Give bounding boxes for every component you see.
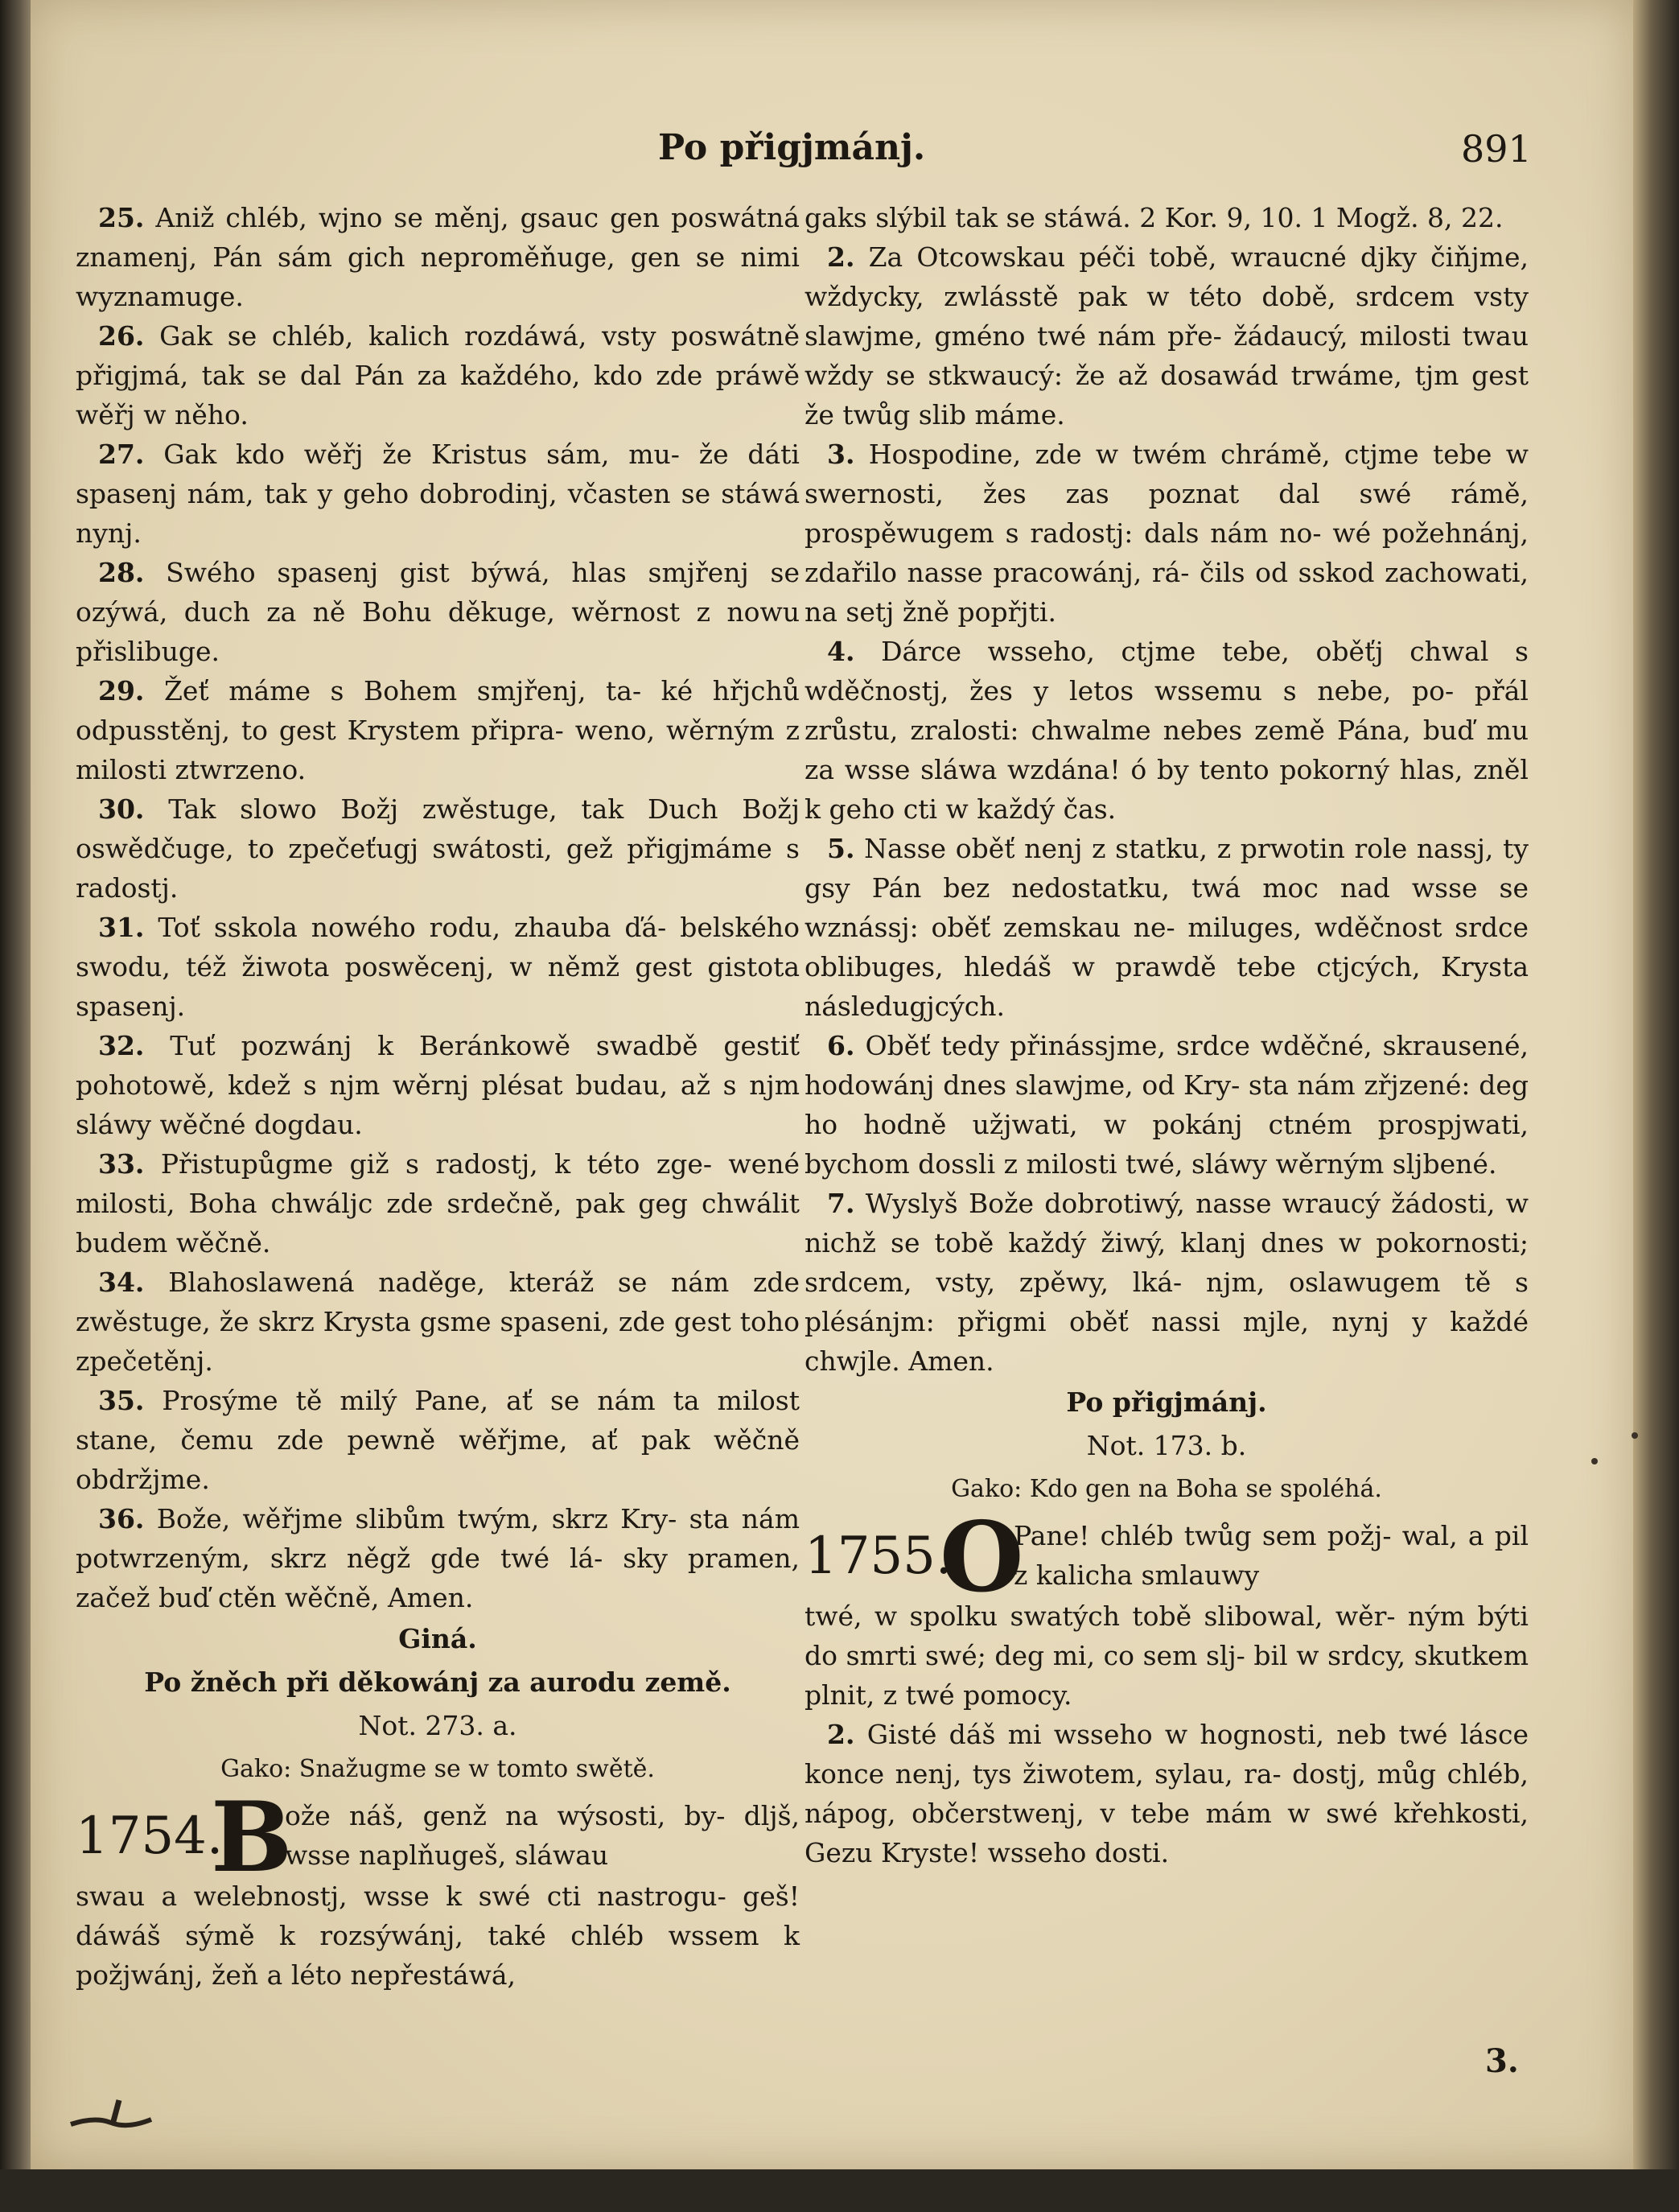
melody-reference: Not. 273. a.	[358, 1710, 517, 1741]
verse	[76, 435, 800, 553]
verse-number: 34.	[98, 1267, 145, 1298]
verse	[76, 1381, 800, 1499]
verse-text: Prosýme tě milý Pane, ať se nám ta milost stane, čemu zde pewně wěřjme, ať pak wěčně obdržjme.	[76, 1385, 800, 1495]
book-page	[31, 0, 1633, 2169]
verse-number: 33.	[98, 1148, 145, 1180]
hymn-1754	[76, 1781, 800, 1995]
verse	[805, 632, 1529, 829]
verse-text: Nasse oběť nenj z statku, z prwotin role nassj, ty gsy Pán bez nedostatku, twá moc nad wsse se wznássj: oběť zemskau ne- miluges, wděčnost srdce oblibuges, hledáš w prawdě tebe ctjcých, Krysta následugjcých.	[805, 833, 1529, 1022]
left-column	[76, 198, 800, 1995]
verse-number: 4.	[827, 636, 855, 667]
scan-left-edge	[0, 0, 31, 2212]
verse-number: 6.	[827, 1030, 855, 1061]
section-title: Po žněch při děkowánj za aurodu země.	[144, 1666, 731, 1698]
hymn-1755	[805, 1501, 1529, 1715]
verse-text: Dárce wsseho, ctjme tebe, oběťj chwal s wděčnostj, žes y letos wssemu s nebe, po- přál zrůstu, zralosti: chwalme nebes země Pána, buď mu za wsse sláwa wzdána! ó by tento pokorný hlas, zněl k geho cti w každý čas.	[805, 636, 1529, 825]
verse-number: 7.	[827, 1188, 855, 1219]
verse-number: 2.	[827, 1719, 855, 1750]
verse-number: 3.	[827, 439, 855, 470]
verse	[76, 553, 800, 671]
right-column	[805, 198, 1529, 1872]
hymn-first-line: Pane! chléb twůg sem požj- wal, a pil z kalicha smlauwy	[1014, 1520, 1529, 1591]
verse-text: Hospodine, zde w twém chrámě, ctjme tebe w swernosti, žes zas poznat dal swé rámě, prospěwugem s radostj: dals nám no- wé požehnánj, zdařilo nasse pracowánj, rá- čils od sskod zachowati, na setj žně popřjti.	[805, 439, 1529, 628]
verse-number: 28.	[98, 557, 145, 588]
verse-text: Přistupůgme giž s radostj, k této zge- wené milosti, Boha chwáljc zde srdečně, pak geg chwálit budem wěčně.	[76, 1148, 800, 1258]
hymn-first-line: ože náš, genž na wýsosti, by- dljš, wsse naplňugeš, sláwau	[285, 1800, 800, 1871]
verse-number: 31.	[98, 912, 145, 943]
verse-text: Gak kdo wěřj že Kristus sám, mu- že dáti spasenj nám, tak y geho dobrodinj, včasten se stáwá nynj.	[76, 439, 800, 549]
verse	[76, 1499, 800, 1617]
verse	[76, 316, 800, 435]
verse	[805, 1715, 1529, 1872]
verse-number: 5.	[827, 833, 855, 864]
hymn-text: twé, w spolku swatých tobě slibowal, wěr- ným býti do smrti swé; deg mi, co sem slj- bil w srdcy, skutkem plnit, z twé pomocy.	[805, 1600, 1529, 1711]
verse-number: 26.	[98, 320, 145, 352]
verse-text: Wyslyš Bože dobrotiwý, nasse wraucý žádosti, w nichž se tobě každý žiwý, klanj dnes w pokornosti; srdcem, vsty, zpěwy, lká- njm, oslawugem tě s plésánjm: přigmi oběť nassi mjle, nynj y každé chwjle. Amen.	[805, 1188, 1529, 1377]
verse-number: 25.	[98, 202, 145, 233]
verse-text: Tuť pozwánj k Beránkowě swadbě gestiť pohotowě, kdež s njm wěrnj plésat budau, až s njm sláwy wěčné dogdau.	[76, 1030, 800, 1140]
page-number: 891	[1461, 127, 1532, 171]
verse-text: Za Otcowskau péči tobě, wraucné djky čiňjme, wždycky, zwlásstě pak w této době, srdcem vsty slawjme, gméno twé nám pře- žádaucý, milosti twau wždy se stkwaucý: že až dosawád trwáme, tjm gest že twůg slib máme.	[805, 241, 1529, 430]
verse	[76, 1026, 800, 1144]
hymn-head	[805, 1501, 1529, 1614]
scan-right-edge	[1633, 0, 1679, 2212]
verse-text: Aniž chléb, wjno se měnj, gsauc gen poswátná znamenj, Pán sám gich neproměňuge, gen se nimi wyznamuge.	[76, 202, 800, 312]
hymn-number: 1755.	[805, 1526, 953, 1586]
ink-speck	[1591, 1458, 1598, 1464]
hymn-head	[76, 1781, 800, 1894]
verse-text: Bože, wěřjme slibům twým, skrz Kry- sta nám potwrzeným, skrz něgž gde twé lá- sky pramen, začež buď ctěn wěčně, Amen.	[76, 1503, 800, 1613]
verse	[76, 671, 800, 789]
verse-text: Swého spasenj gist býwá, hlas smjřenj se ozýwá, duch za ně Bohu děkuge, wěrnost z nowu přislibuge.	[76, 557, 800, 667]
verse-text: Gak se chléb, kalich rozdáwá, vsty poswátně přigjmá, tak se dal Pán za každého, kdo zde práwě wěřj w něho.	[76, 320, 800, 430]
continuation-text: gaks slýbil tak se stáwá. 2 Kor. 9, 10. 1 Mogž. 8, 22.	[805, 202, 1504, 233]
verse-text: Gisté dáš mi wsseho w hognosti, neb twé lásce konce nenj, tys žiwotem, sylau, ra- dostj, můg chléb, nápog, občerstwenj, v tebe mám w swé křehkosti, Gezu Kryste! wsseho dosti.	[805, 1719, 1529, 1868]
verse	[76, 789, 800, 908]
ink-mark	[63, 2092, 159, 2140]
tune-reference: Gako: Snažugme se w tomto swětě.	[220, 1755, 655, 1783]
verse-number: 35.	[98, 1385, 145, 1416]
verse-number: 32.	[98, 1030, 145, 1061]
verse	[76, 908, 800, 1026]
melody-reference: Not. 173. b.	[1086, 1430, 1247, 1461]
page-header	[31, 121, 1633, 177]
hymn-text: swau a welebnostj, wsse k swé cti nastrogu- geš! dáwáš sýmě k rozsýwánj, také chléb wssem k požjwánj, žeň a léto nepřestáwá,	[76, 1880, 800, 1991]
section-title: Po přigjmánj.	[1066, 1386, 1267, 1418]
verse	[76, 1263, 800, 1381]
drop-cap: O	[940, 1501, 1024, 1614]
hymn-number: 1754.	[76, 1806, 224, 1866]
verse	[805, 1184, 1529, 1381]
verse-number: 27.	[98, 439, 145, 470]
verse-number: 2.	[827, 241, 855, 273]
verse-number: 30.	[98, 793, 145, 825]
verse	[76, 198, 800, 316]
verse-text: Tak slowo Božj zwěstuge, tak Duch Božj oswědčuge, to zpečeťugj swátosti, gež přigjmáme s radostj.	[76, 793, 800, 904]
verse-text: Oběť tedy přinássjme, srdce wděčné, skrausené, hodowánj dnes slawjme, od Kry- sta nám zřjzené: deg ho hodně užjwati, w pokánj ctném prospjwati, bychom dossli z milosti twé, sláwy wěrným sljbené.	[805, 1030, 1529, 1180]
verse-number: 29.	[98, 675, 145, 706]
verse	[76, 1144, 800, 1263]
catchword: 3.	[1485, 2042, 1519, 2080]
tune-reference: Gako: Kdo gen na Boha se spoléhá.	[951, 1475, 1382, 1503]
verse-text: Žeť máme s Bohem smjřenj, ta- ké hřjchů odpusstěnj, to gest Krystem připra- weno, wěrným z milosti ztwrzeno.	[76, 675, 800, 785]
verse	[805, 237, 1529, 435]
verse-text: Toť sskola nowého rodu, zhauba ďá- belského swodu, též žiwota poswěcenj, w němž gest gistota spasenj.	[76, 912, 800, 1022]
verse	[805, 1026, 1529, 1184]
ink-stroke	[113, 2100, 119, 2124]
running-title: Po přigjmánj.	[658, 127, 926, 168]
verse-text: Blahoslawená naděge, kteráž se nám zde zwěstuge, že skrz Krysta gsme spaseni, zde gest toho zpečetěnj.	[76, 1267, 800, 1377]
verse	[805, 829, 1529, 1026]
drop-cap: B	[211, 1781, 293, 1894]
verse-number: 36.	[98, 1503, 145, 1534]
section-other: Giná.	[398, 1623, 477, 1654]
verse	[805, 435, 1529, 632]
ink-speck	[1632, 1432, 1638, 1439]
scan-bottom-edge	[0, 2169, 1679, 2212]
